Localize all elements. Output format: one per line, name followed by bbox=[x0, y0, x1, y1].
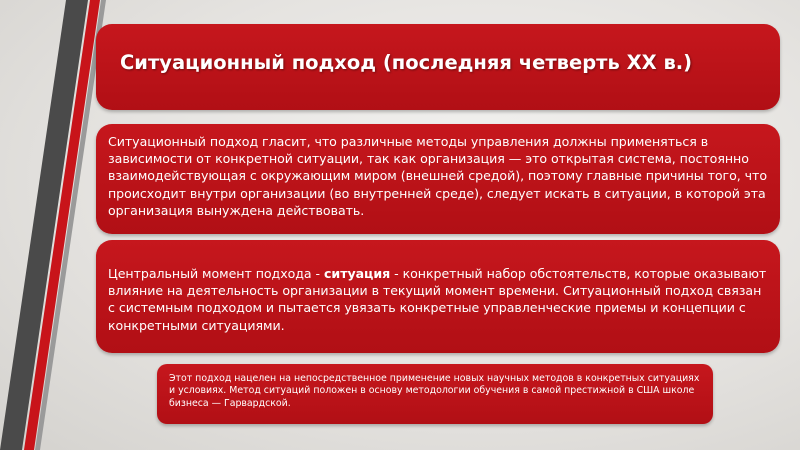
keyword-situation: ситуация bbox=[324, 266, 391, 281]
note-text: Этот подход нацелен на непосредственное применение новых научных методов в конкретных ситуациях и условиях. Метод ситуаций положен в основу методологии обучения в самой престижной в США школе бизнеса — Гарвардской. bbox=[169, 373, 700, 409]
note-block bbox=[157, 364, 713, 424]
definition-text: Ситуационный подход гласит, что различные методы управления должны применяться в зависимости от конкретной ситуации, так как организация — это открытая система, постоянно взаимодействующая с окружающим миром (внешней средой), поэтому главные причины того, что происходит внутри организации (во внутренней среде), следует искать в ситуации, в которой эта организация вынуждена действовать. bbox=[108, 134, 767, 218]
definition-block bbox=[96, 124, 780, 234]
central-moment-intro: Центральный момент подхода - bbox=[108, 266, 325, 281]
dark-stripe bbox=[0, 0, 88, 450]
decorative-stripes bbox=[0, 0, 110, 450]
central-moment-block bbox=[96, 240, 780, 353]
central-moment-rest: - конкретный набор обстоятельств, которые оказывают влияние на деятельность организации в текущий момент времени. Ситуационный подход связан с системным подходом и пытается увязать конкретные управленческие приемы и концепции с конкретными ситуациями. bbox=[108, 266, 767, 333]
title-banner bbox=[96, 24, 780, 110]
central-moment-text bbox=[108, 265, 770, 334]
slide-title: Ситуационный подход (последняя четверть ХХ в.) bbox=[120, 51, 693, 74]
